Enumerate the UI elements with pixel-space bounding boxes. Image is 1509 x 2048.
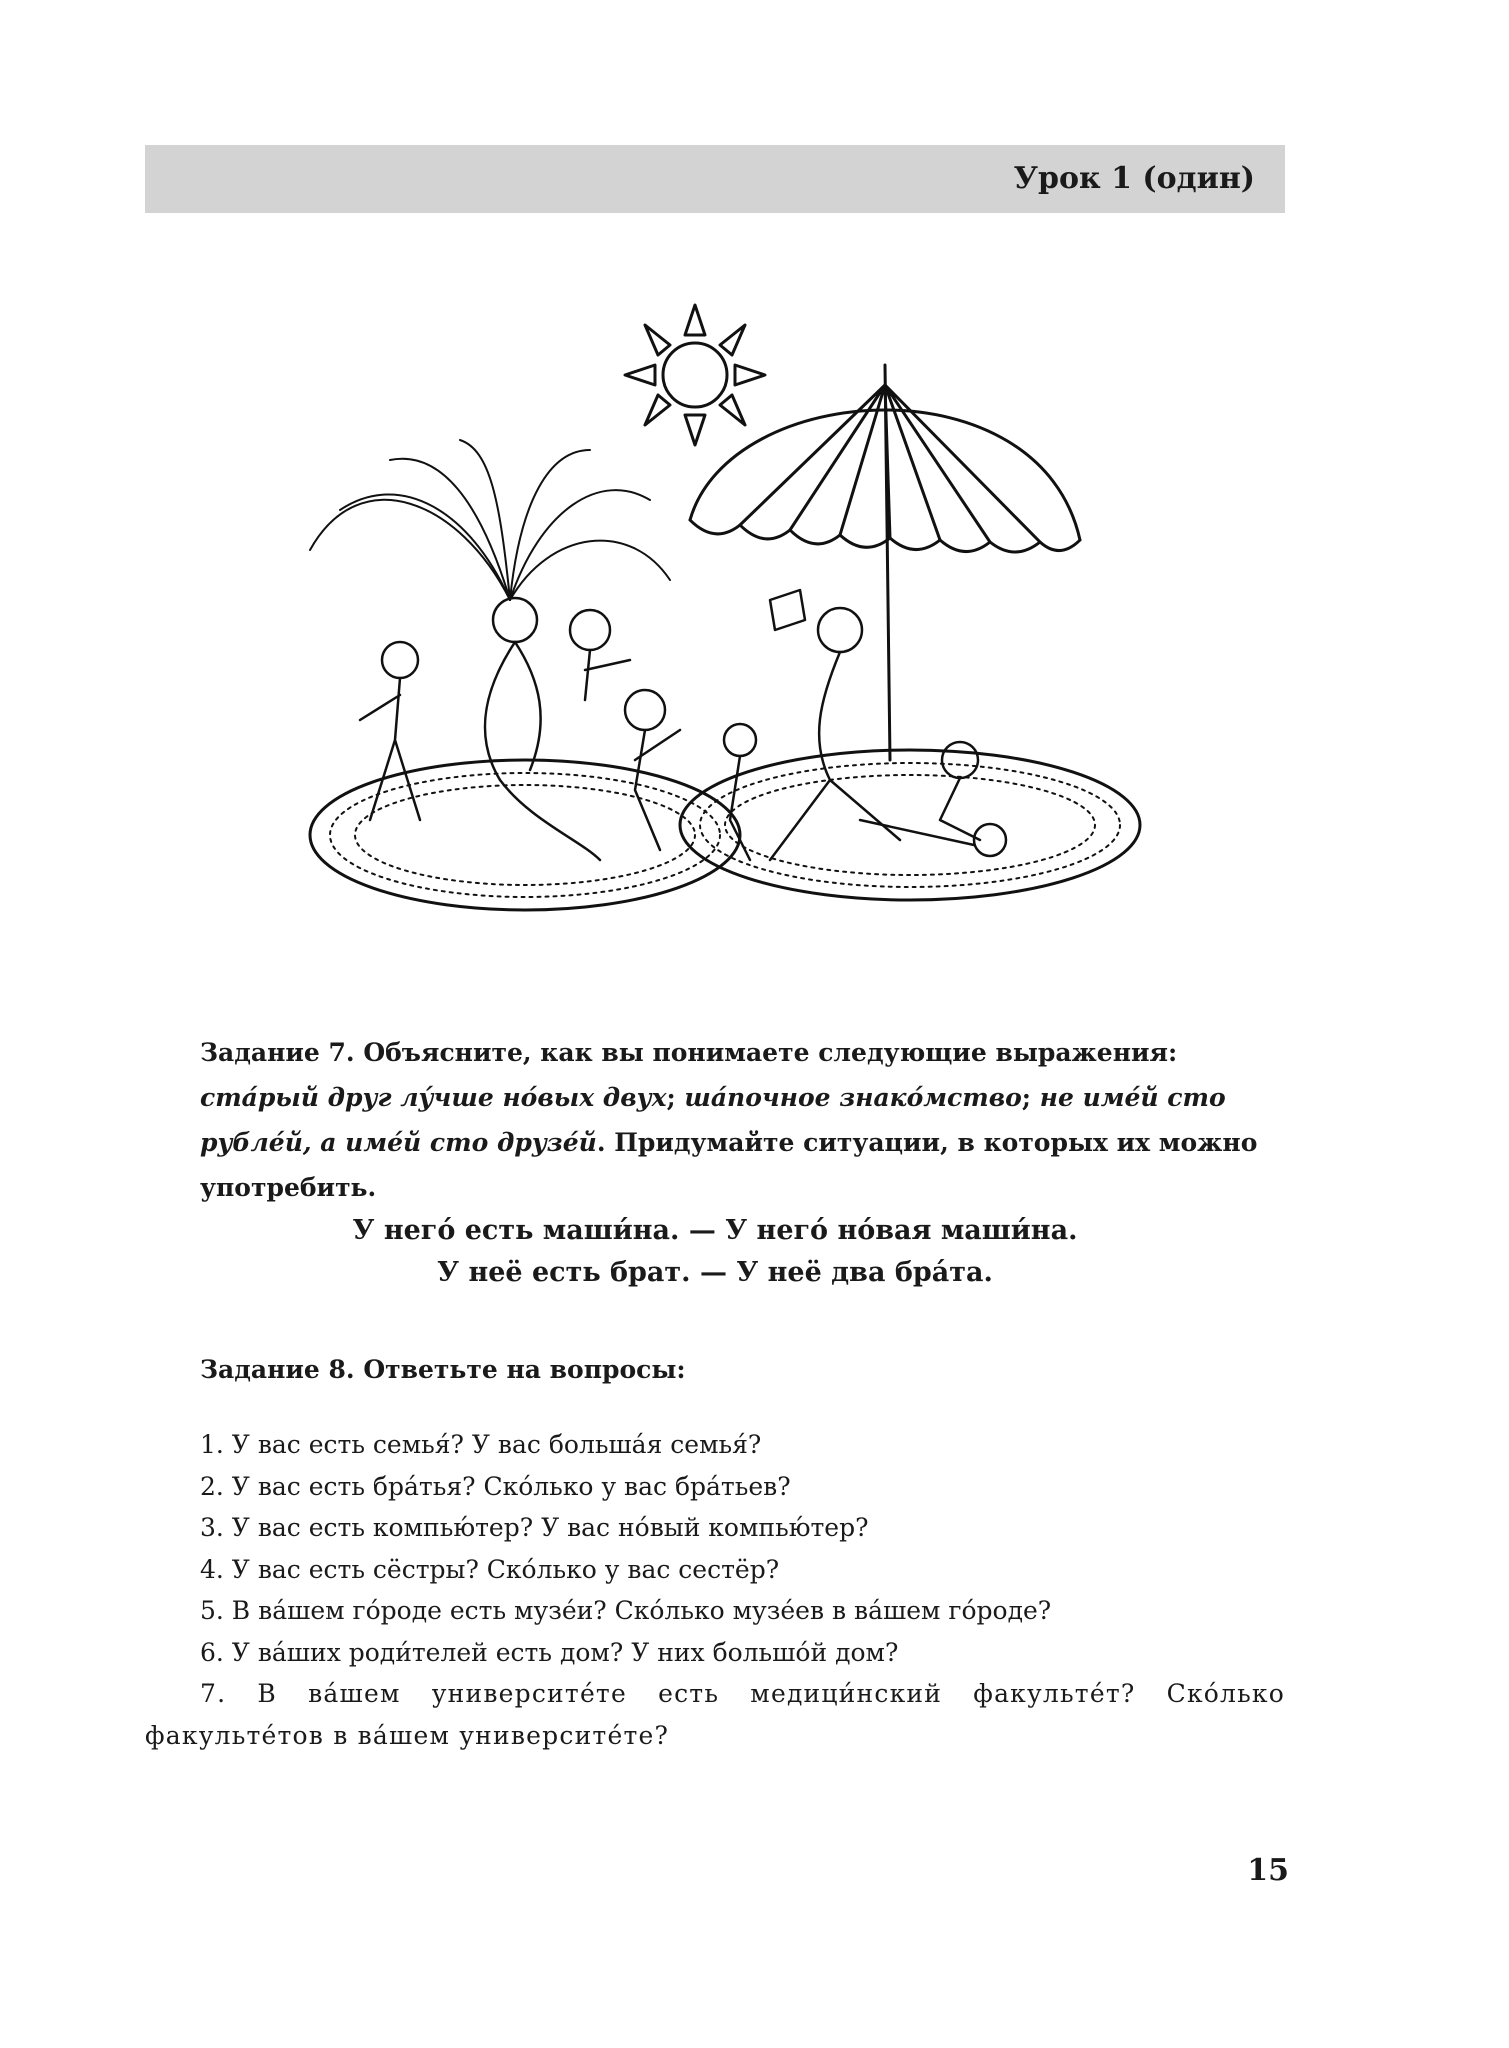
task-7 xyxy=(200,1030,1272,1210)
expression-old-friend: ста́рый друг лу́чше но́вых двух xyxy=(200,1083,667,1112)
question-item: 2. У вас есть бра́тья? Ско́лько у вас бра́тьев? xyxy=(200,1471,791,1501)
page-number: 15 xyxy=(1247,1853,1289,1888)
sun-icon xyxy=(625,305,765,445)
beach-family-illustration-icon xyxy=(300,300,1160,930)
example-line-1: У него́ есть маши́на. — У него́ но́вая маши́на. xyxy=(352,1215,1078,1246)
question-item: 7. В ва́шем университе́те есть медици́нский факульте́т? Ско́лько факульте́тов в ва́шем университе́те? xyxy=(145,1679,1285,1750)
task-7-intro: Объясните, как вы понимаете следующие выражения: xyxy=(354,1038,1178,1067)
question-item: 6. У ва́ших роди́телей есть дом? У них большо́й дом? xyxy=(200,1637,899,1667)
question-item: 5. В ва́шем го́роде есть музе́и? Ско́лько музе́ев в ва́шем го́роде? xyxy=(200,1596,1052,1625)
grammar-examples xyxy=(145,1210,1285,1294)
expression-acquaintance: ша́почное знако́мство xyxy=(684,1083,1022,1112)
lesson-title: Урок 1 (один) xyxy=(1013,161,1255,196)
task-8-title: Задание 8. Ответьте на вопросы: xyxy=(200,1355,686,1384)
lesson-header xyxy=(145,145,1285,213)
task-7-outro: . Придумайте ситуации, в которых их можно употребить. xyxy=(200,1128,1258,1202)
palm-fan-drawing xyxy=(310,440,670,600)
beach-umbrella-drawing xyxy=(690,365,1080,760)
task-7-label: Задание 7. xyxy=(200,1038,355,1067)
expression-hundred-friends: не име́й сто рубле́й, а име́й сто друзе́й xyxy=(200,1083,1226,1157)
question-item: 4. У вас есть сёстры? Ско́лько у вас сестёр? xyxy=(200,1554,780,1584)
family-figures-drawing xyxy=(360,590,1006,860)
right-beach-mat xyxy=(680,750,1140,900)
example-line-2: У неё есть брат. — У неё два бра́та. xyxy=(437,1257,993,1288)
question-list xyxy=(145,1424,1285,1756)
separator: ; xyxy=(666,1083,685,1112)
left-beach-mat xyxy=(310,760,740,910)
question-item: 3. У вас есть компью́тер? У вас но́вый компью́тер? xyxy=(200,1513,869,1542)
question-item: 1. У вас есть семья́? У вас больша́я семья́? xyxy=(200,1430,762,1459)
separator: ; xyxy=(1021,1083,1040,1112)
